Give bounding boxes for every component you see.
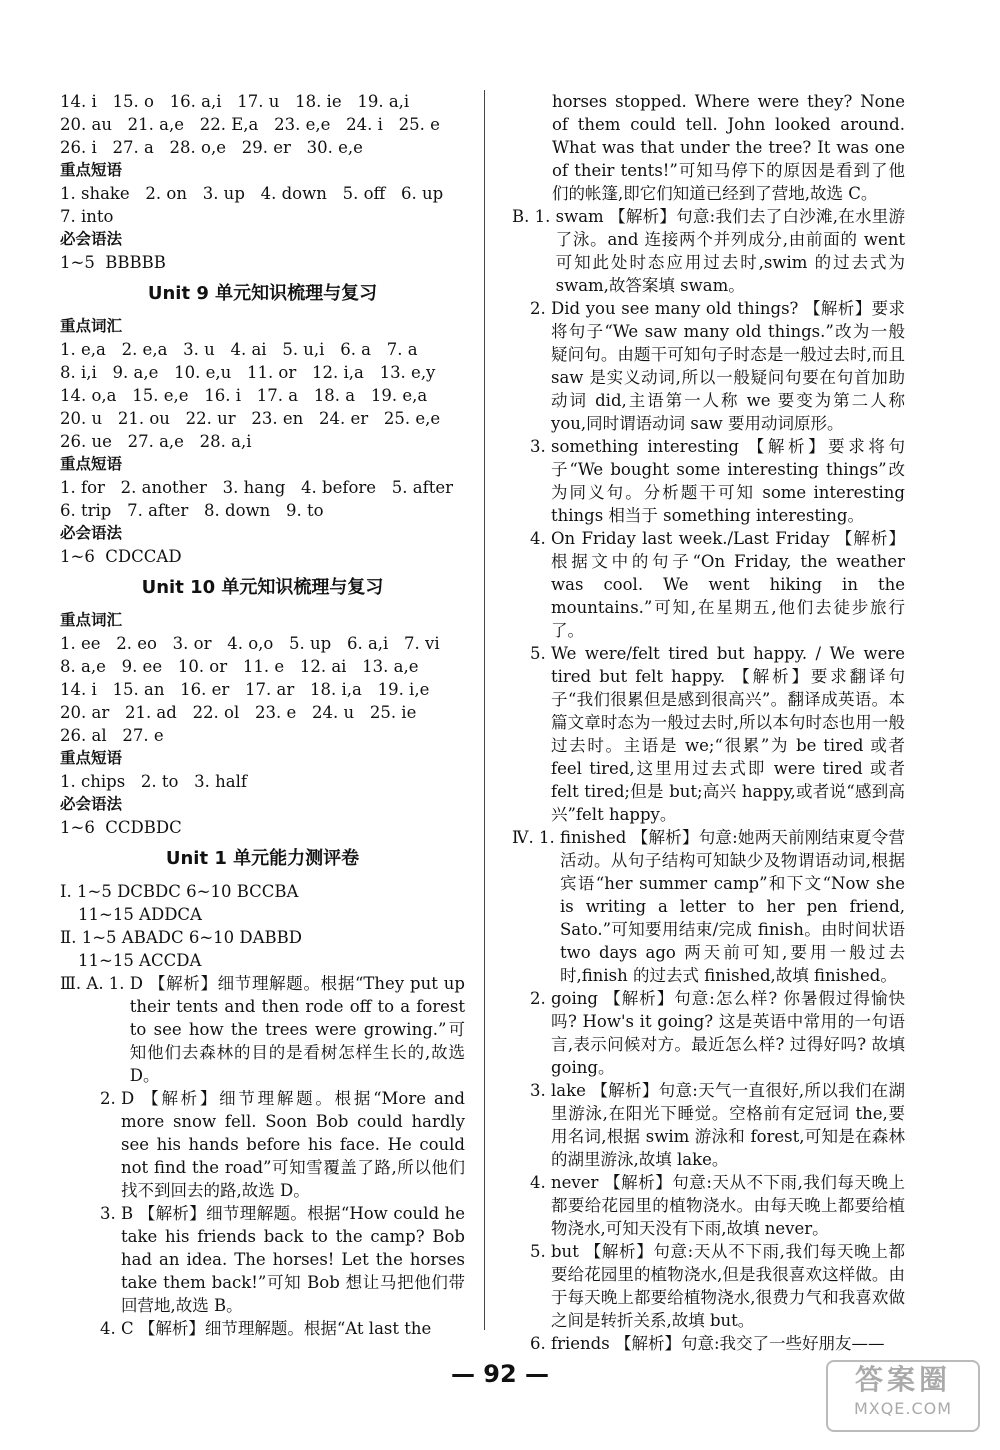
answer-item xyxy=(512,826,905,987)
answer-line: 20. u 21. ou 22. ur 23. en 24. er 25. e,e xyxy=(60,409,441,428)
answer-line: 14. i 15. an 16. er 17. ar 18. i,a 19. i,e xyxy=(60,680,430,699)
answer-item xyxy=(60,972,465,1087)
answer-line: 1. shake 2. on 3. up 4. down 5. off 6. up xyxy=(60,184,444,203)
item-text: swam 【解析】句意:我们去了白沙滩,在水里游了泳。and 连接两个并列成分,由前面的 went 可知此处时态应用过去时,swim 的过去式为 swam,故答案填 swam。 xyxy=(555,207,905,295)
item-number: 2. xyxy=(530,989,551,1008)
answer-item xyxy=(512,1079,905,1171)
answer-item xyxy=(60,1087,465,1202)
item-number: 2. xyxy=(530,299,551,318)
column-divider xyxy=(484,90,485,1330)
watermark-logo xyxy=(826,1360,980,1432)
answer-item xyxy=(512,527,905,642)
item-number: 3. xyxy=(530,1081,551,1100)
unit-heading: Unit 1 单元能力测评卷 xyxy=(165,848,360,869)
item-text: friends 【解析】句意:我交了一些好朋友—— xyxy=(551,1334,885,1353)
item-number: Ⅳ. 1. xyxy=(512,828,560,847)
answer-item xyxy=(512,435,905,527)
answer-line: 1~6 CDCCAD xyxy=(60,547,182,566)
watermark-url: MXQE.COM xyxy=(853,1399,953,1418)
answer-line: 6. trip 7. after 8. down 9. to xyxy=(60,501,324,520)
answer-line: 1. ee 2. eo 3. or 4. o,o 5. up 6. a,i 7. vi xyxy=(60,634,440,653)
answer-line: 26. ue 27. a,e 28. a,i xyxy=(60,432,252,451)
item-text: 11~15 ACCDA xyxy=(78,951,202,970)
right-column xyxy=(512,90,905,1355)
item-number: 4. xyxy=(530,529,551,548)
section-label: 重点短语 xyxy=(60,161,123,179)
item-number: 2. xyxy=(100,1089,121,1108)
answer-item xyxy=(60,949,465,972)
section-label: 重点词汇 xyxy=(60,611,123,629)
answer-line: 1. for 2. another 3. hang 4. before 5. after xyxy=(60,478,454,497)
answer-item xyxy=(512,297,905,435)
answer-item xyxy=(60,926,465,949)
item-number: 3. xyxy=(100,1204,121,1223)
answer-item xyxy=(60,880,465,903)
item-text: 1~5 ABADC 6~10 DABBD xyxy=(81,928,303,947)
section-label: 必会语法 xyxy=(60,230,123,248)
unit-heading: Unit 9 单元知识梳理与复习 xyxy=(147,283,378,304)
item-text: finished 【解析】句意:她两天前刚结束夏令营活动。从句子结构可知缺少及物谓语动词,根据宾语“her summer camp”和下文“Now she is writing a letter to her pen friend, Sato.”可知要用结束/完成 finish。由时间状语 two days ago 两天前可知,要用一般过去时,finish 的过去式 finished,故填 finished。 xyxy=(559,828,905,985)
answer-item xyxy=(60,1317,465,1340)
watermark-title: 答案圈 xyxy=(854,1363,951,1396)
item-number: 4. xyxy=(100,1319,121,1338)
item-number: Ⅱ. xyxy=(60,928,82,947)
answer-line: 7. into xyxy=(60,207,114,226)
section-label: 重点词汇 xyxy=(60,317,123,335)
item-text: 11~15 ADDCA xyxy=(78,905,202,924)
item-text: horses stopped. Where were they? None of them could tell. John looked around. What was that under the tree? It was one of their tents!”可知马停下的原因是看到了他们的帐篷,即它们知道已经到了营地,故选 C。 xyxy=(552,92,905,203)
item-text: 1~5 DCBDC 6~10 BCCBA xyxy=(77,882,299,901)
answer-line: 26. al 27. e xyxy=(60,726,164,745)
unit-heading: Unit 10 单元知识梳理与复习 xyxy=(141,577,384,598)
answer-line: 1. chips 2. to 3. half xyxy=(60,772,248,791)
item-text: lake 【解析】句意:天气一直很好,所以我们在湖里游泳,在阳光下睡觉。空格前有定冠词 the,要用名词,根据 swim 游泳和 forest,可知是在森林的湖里游泳,故填 lake。 xyxy=(551,1081,905,1169)
item-text: D 【解析】细节理解题。根据“More and more snow fell. Soon Bob could hardly see his hands before his face. He could not find the road”可知雪覆盖了路,所以他们找不到回去的路,故选 D。 xyxy=(121,1089,465,1200)
answer-item xyxy=(512,90,905,205)
item-text: never 【解析】句意:天从不下雨,我们每天晚上都要给花园里的植物浇水。由每天晚上都要给植物浇水,可知天没有下雨,故填 never。 xyxy=(551,1173,905,1238)
item-number: 4. xyxy=(530,1173,551,1192)
left-column xyxy=(60,90,465,1340)
item-number: 6. xyxy=(530,1334,551,1353)
item-number: 5. xyxy=(530,1242,551,1261)
item-text: something interesting 【解析】要求将句子“We bought some interesting things”改为同义句。分析题干可知 some interesting things 相当于 something interesting。 xyxy=(551,437,905,525)
item-text: Did you see many old things? 【解析】要求将句子“We saw many old things.”改为一般疑问句。由题干可知句子时态是一般过去时,而且 saw 是实义动词,所以一般疑问句要在句首加助动词 did,主语第一人称 we 要变为第二人称 you,同时谓语动词 saw 要用动词原形。 xyxy=(551,299,905,433)
answer-line: 8. a,e 9. ee 10. or 11. e 12. ai 13. a,e xyxy=(60,657,419,676)
section-label: 必会语法 xyxy=(60,795,123,813)
answer-line: 1~6 CCDBDC xyxy=(60,818,182,837)
item-number: Ⅰ. xyxy=(60,882,78,901)
item-number: 5. xyxy=(530,644,551,663)
answer-line: 20. au 21. a,e 22. E,a 23. e,e 24. i 25. e xyxy=(60,115,440,134)
item-text: B 【解析】细节理解题。根据“How could he take his friends back to the camp? Bob had an idea. The horses! Let the horses take them back!”可知 Bob 想让马把他们带回营地,故选 B。 xyxy=(121,1204,465,1315)
section-label: 必会语法 xyxy=(60,524,123,542)
page-number: — 92 — xyxy=(450,1360,550,1388)
item-text: D 【解析】细节理解题。根据“They put up their tents and then rode off to a forest to see how the trees were growing.”可知他们去森林的目的是看树怎样生长的,故选 D。 xyxy=(129,974,465,1085)
answer-item xyxy=(512,642,905,826)
answer-item xyxy=(512,205,905,297)
answer-line: 20. ar 21. ad 22. ol 23. e 24. u 25. ie xyxy=(60,703,417,722)
item-number: Ⅲ. A. 1. xyxy=(60,974,130,993)
item-text: C 【解析】细节理解题。根据“At last the xyxy=(121,1319,432,1338)
item-text: but 【解析】句意:天从不下雨,我们每天晚上都要给花园里的植物浇水,但是我很喜欢这样做。由于每天晚上都要给植物浇水,很费力气和我喜欢做之间是转折关系,故填 but。 xyxy=(551,1242,905,1330)
answer-line: 1. e,a 2. e,a 3. u 4. ai 5. u,i 6. a 7. a xyxy=(60,340,418,359)
answer-line: 8. i,i 9. a,e 10. e,u 11. or 12. i,a 13. e,y xyxy=(60,363,436,382)
answer-item xyxy=(512,1332,905,1355)
answer-item xyxy=(512,987,905,1079)
answer-item xyxy=(60,1202,465,1317)
section-label: 重点短语 xyxy=(60,749,123,767)
answer-line: 1~5 BBBBB xyxy=(60,253,166,272)
item-text: On Friday last week./Last Friday 【解析】根据文中的句子“On Friday, the weather was cool. We went hiking in the mountains.”可知,在星期五,他们去徒步旅行了。 xyxy=(551,529,905,640)
answer-line: 14. o,a 15. e,e 16. i 17. a 18. a 19. e,a xyxy=(60,386,428,405)
item-number: B. 1. xyxy=(512,207,556,226)
answer-line: 14. i 15. o 16. a,i 17. u 18. ie 19. a,i xyxy=(60,92,410,111)
answer-item xyxy=(512,1171,905,1240)
section-label: 重点短语 xyxy=(60,455,123,473)
item-text: We were/felt tired but happy. / We were tired but felt happy. 【解析】要求翻译句子“我们很累但是感到很高兴”。翻译成英语。本篇文章时态为一般过去时,所以本句时态也用一般过去时。主语是 we;“很累”为 be tired 或者 feel tired,这里用过去式即 were tired 或者 felt tired;但是 but;高兴 happy,或者说“感到高兴”felt happy。 xyxy=(551,644,905,824)
answer-line: 26. i 27. a 28. o,e 29. er 30. e,e xyxy=(60,138,363,157)
item-number: 3. xyxy=(530,437,551,456)
answer-item xyxy=(512,1240,905,1332)
answer-item xyxy=(60,903,465,926)
item-text: going 【解析】句意:怎么样? 你暑假过得愉快吗? How's it going? 这是英语中常用的一句语言,表示问候对方。最近怎么样? 过得好吗? 故填 going。 xyxy=(551,989,905,1077)
